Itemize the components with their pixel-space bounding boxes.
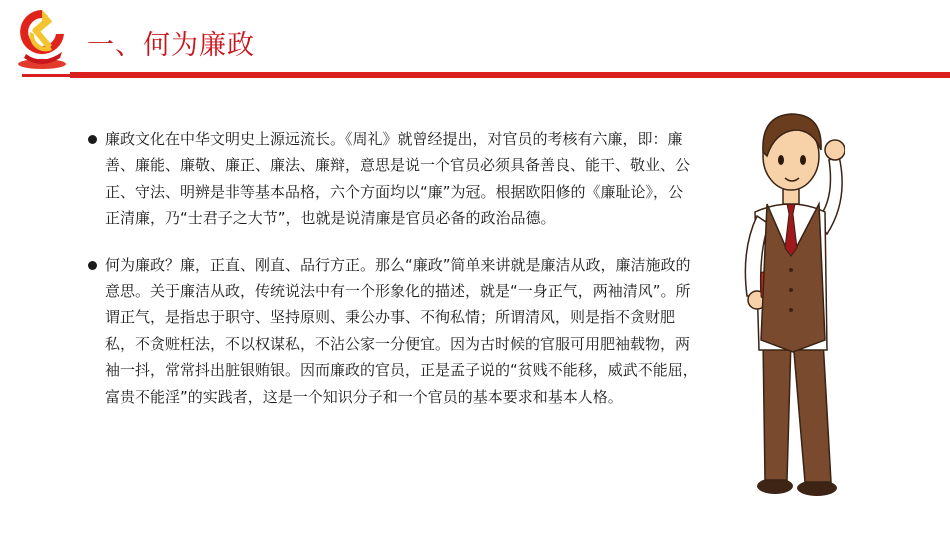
paragraph-1: [88, 126, 698, 232]
paragraph-1-text: 廉政文化在中华文明史上源远流长。《周礼》就曾经提出，对官员的考核有六廉，即：廉善、廉能、廉敬、廉正、廉法、廉辩，意思是说一个官员必须具备善良、能干、敬业、公正、守法、明辨是非等基本品格，六个方面均以“廉”为冠。根据欧阳修的《廉耻论》，公正清廉，乃“士君子之大节”，也就是说清廉是官员必备的政治品德。: [105, 130, 691, 228]
header-rule-accent: [22, 74, 72, 77]
page-title: 一、何为廉政: [87, 30, 255, 61]
paragraph-2: [88, 252, 698, 410]
bullet-icon: [88, 261, 97, 270]
bullet-icon: [88, 135, 97, 144]
header-rule: [70, 72, 950, 78]
content-body: [88, 126, 698, 430]
hammer-sickle-emblem-icon: [12, 4, 72, 72]
paragraph-2-text: 何为廉政？廉，正直、刚直、品行方正。那么“廉政”简单来讲就是廉洁从政，廉洁施政的意思。关于廉洁从政，传统说法中有一个形象化的描述，就是“一身正气，两袖清风”。所谓正气，是指忠于职守、坚持原则、秉公办事、不徇私情；所谓清风，则是指不贪财肥私，不贪赃枉法，不以权谋私，不沾公家一分便宜。因为古时候的官服可用肥袖载物，两袖一抖，常常抖出脏银贿银。因而廉政的官员，正是孟子说的“贫贱不能移，威武不能屈，富贵不能淫”的实践者，这是一个知识分子和一个官员的基本要求和基本人格。: [105, 255, 698, 406]
cartoon-official-saluting-icon: [735, 100, 845, 500]
